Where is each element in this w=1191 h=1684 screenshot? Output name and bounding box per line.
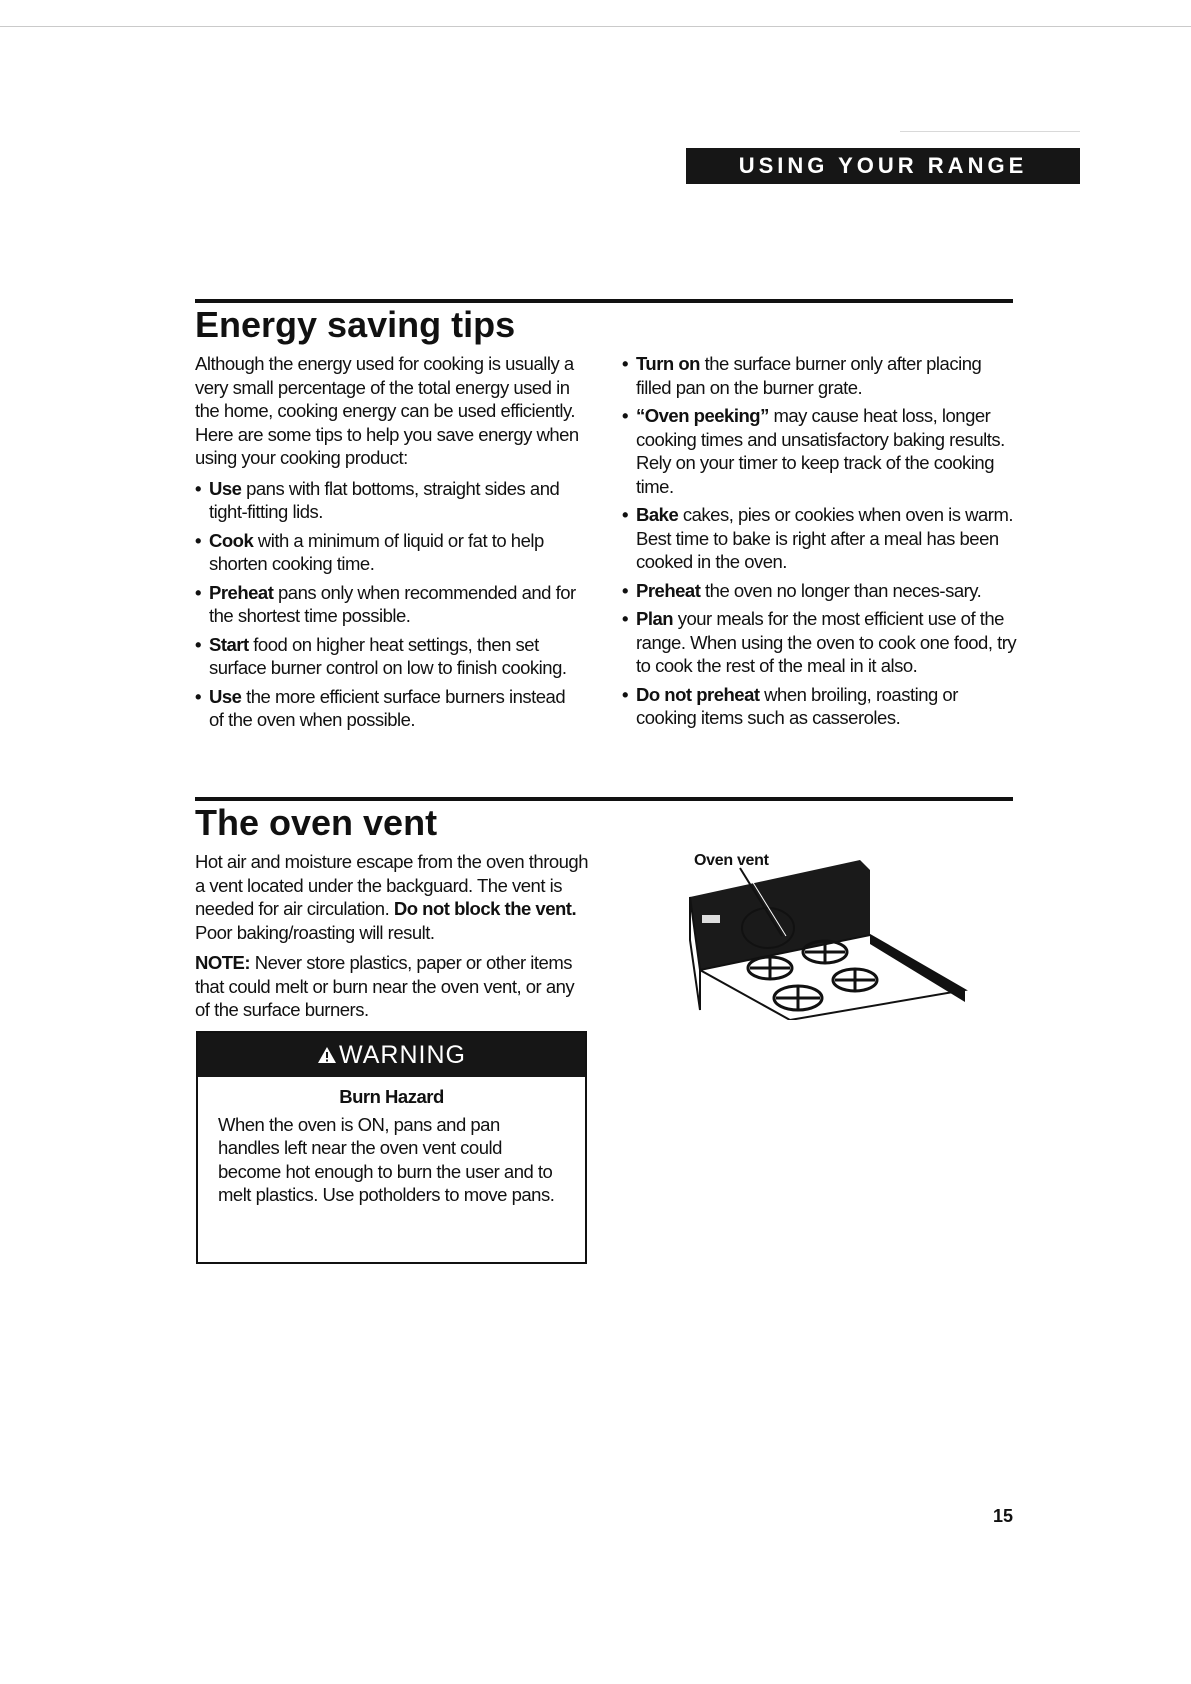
warning-header bbox=[198, 1033, 585, 1077]
tip-keyword: Use bbox=[209, 685, 242, 707]
vent-paragraph-bold: Do not block the vent. bbox=[393, 898, 577, 919]
tip-text: may cause heat loss, longer cooking times and unsatisfactory baking results. Rely on your timer to keep track of the cooking time. bbox=[636, 405, 1005, 497]
vent-paragraph bbox=[195, 850, 590, 944]
tip-item bbox=[195, 529, 580, 576]
tip-text: the surface burner only after placing filled pan on the burner grate. bbox=[636, 353, 982, 398]
warning-title: Burn Hazard bbox=[339, 1086, 444, 1107]
energy-title: Energy saving tips bbox=[195, 304, 516, 345]
vent-note-text: Never store plastics, paper or other items that could melt or burn near the oven vent, or any of the surface burners. bbox=[195, 952, 575, 1020]
warning-box bbox=[196, 1031, 587, 1264]
warning-triangle-icon bbox=[317, 1046, 337, 1064]
section-rule bbox=[195, 797, 1013, 801]
tip-keyword: Preheat bbox=[209, 581, 274, 603]
tip-text: food on higher heat settings, then set surface burner control on low to finish cooking. bbox=[209, 633, 567, 678]
tip-item bbox=[622, 503, 1017, 574]
page-number: 15 bbox=[993, 1506, 1014, 1526]
tip-keyword: Turn on bbox=[636, 353, 700, 374]
tip-text: pans only when recommended and for the shortest time possible. bbox=[209, 581, 576, 626]
tip-keyword: Do not preheat bbox=[636, 683, 760, 705]
energy-right-column bbox=[622, 352, 1017, 735]
tip-text: pans with flat bottoms, straight sides and tight-fitting lids. bbox=[209, 477, 560, 522]
figure-caption: Oven vent bbox=[694, 852, 769, 869]
tip-item bbox=[622, 683, 1017, 730]
vent-paragraph-text-end: Poor baking/roasting will result. bbox=[195, 921, 435, 943]
energy-left-tips bbox=[195, 477, 580, 732]
vent-paragraph-text: Hot air and moisture escape from the oven through a vent located under the backguard. The vent is needed for air circulation. bbox=[195, 851, 589, 919]
energy-right-tips bbox=[622, 352, 1017, 730]
section-rule bbox=[195, 299, 1013, 303]
section-banner-label: USING YOUR RANGE bbox=[738, 153, 1028, 178]
tip-item bbox=[195, 581, 580, 628]
tip-item bbox=[622, 404, 1017, 498]
tip-keyword: Cook bbox=[209, 529, 254, 551]
energy-intro: Although the energy used for cooking is usually a very small percentage of the total energy used in the home, cooking energy can be used efficiently. Here are some tips to help you save energy when using your cooking product: bbox=[195, 353, 579, 468]
tip-text: with a minimum of liquid or fat to help shorten cooking time. bbox=[209, 529, 544, 574]
tip-item bbox=[195, 477, 580, 524]
tip-item bbox=[622, 579, 1017, 603]
tip-item bbox=[195, 685, 580, 732]
tip-text: the oven no longer than neces-sary. bbox=[700, 579, 982, 601]
tip-text: when broiling, roasting or cooking items such as casseroles. bbox=[636, 683, 958, 728]
tip-keyword: Use bbox=[209, 477, 242, 499]
control-knob-label bbox=[702, 915, 720, 923]
oven-vent-illustration bbox=[680, 840, 980, 1020]
tip-item bbox=[195, 633, 580, 680]
tip-keyword: Start bbox=[209, 633, 249, 655]
tip-text: your meals for the most efficient use of the range. When using the oven to cook one food, try to cook the rest of the meal in it also. bbox=[636, 608, 1017, 676]
tip-keyword: Preheat bbox=[636, 579, 701, 601]
warning-body: When the oven is ON, pans and pan handles left near the oven vent could become hot enough to burn the user and to melt plastics. Use potholders to move pans. bbox=[218, 1113, 555, 1205]
tip-keyword: “Oven peeking” bbox=[636, 405, 769, 426]
vent-note bbox=[195, 951, 590, 1022]
section-banner bbox=[686, 148, 1080, 184]
vent-text-column bbox=[195, 850, 590, 1029]
tip-item bbox=[622, 607, 1017, 678]
scan-artifact-line bbox=[0, 26, 1191, 27]
scan-artifact-line bbox=[900, 131, 1080, 132]
tip-item bbox=[622, 352, 1017, 399]
tip-keyword: Bake bbox=[636, 504, 679, 525]
vent-title: The oven vent bbox=[195, 802, 438, 843]
energy-left-column bbox=[195, 352, 580, 737]
tip-text: the more efficient surface burners instead of the oven when possible. bbox=[209, 685, 566, 730]
tip-text: cakes, pies or cookies when oven is warm. Best time to bake is right after a meal has been cooked in the oven. bbox=[636, 504, 1013, 572]
vent-note-label: NOTE: bbox=[195, 952, 251, 973]
tip-keyword: Plan bbox=[636, 608, 674, 629]
warning-label: WARNING bbox=[339, 1040, 466, 1069]
